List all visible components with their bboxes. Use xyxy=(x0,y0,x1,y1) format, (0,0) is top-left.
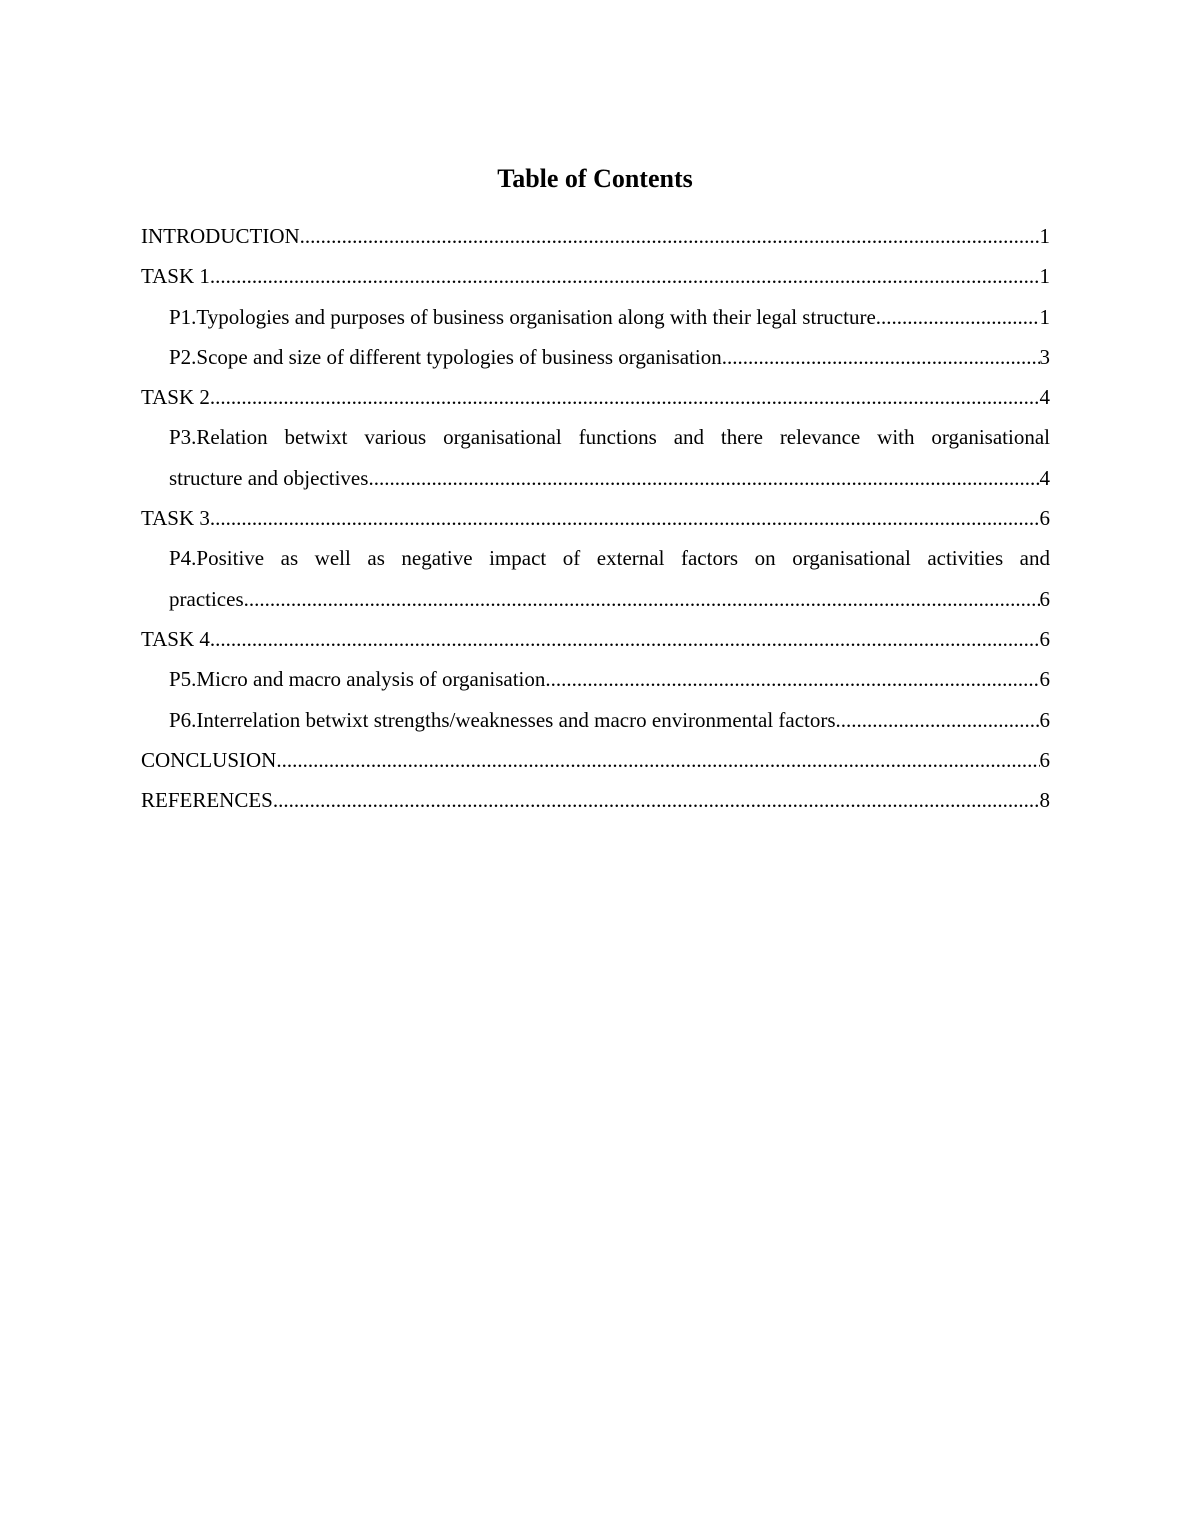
toc-entry-task-3[interactable] xyxy=(141,498,1050,538)
toc-page-number: 6 xyxy=(1039,747,1050,772)
toc-entry-label: P1.Typologies and purposes of business organisation along with their legal structure xyxy=(169,304,876,329)
dot-leader xyxy=(210,256,1040,296)
toc-page-number: 6 xyxy=(1039,626,1050,651)
toc-entry-label: P5.Micro and macro analysis of organisation xyxy=(169,667,546,692)
dot-leader xyxy=(273,780,1040,820)
toc-page-number: 6 xyxy=(1039,586,1050,611)
toc-entry-introduction[interactable] xyxy=(141,216,1050,256)
toc-entry-label: REFERENCES xyxy=(141,788,273,813)
toc-entry-label: INTRODUCTION xyxy=(141,224,300,248)
toc-list xyxy=(141,216,1050,820)
toc-page-number: 4 xyxy=(1039,385,1050,410)
toc-page-number: 1 xyxy=(1039,264,1050,289)
toc-entry-p4[interactable] xyxy=(169,538,1050,619)
toc-entry-p6[interactable] xyxy=(169,700,1050,740)
dot-leader xyxy=(300,216,1040,256)
toc-entry-task-1[interactable] xyxy=(141,256,1050,296)
toc-entry-p2[interactable] xyxy=(169,337,1050,377)
dot-leader xyxy=(545,659,1039,699)
toc-entry-label: CONCLUSION xyxy=(141,747,277,772)
dot-leader xyxy=(210,377,1040,417)
toc-entry-label-line1: P4.Positive as well as negative impact of external factors on organisational activities and xyxy=(169,546,1050,571)
toc-entry-label: P6.Interrelation betwixt strengths/weaknesses and macro environmental factors xyxy=(169,707,836,732)
toc-entry-p1[interactable] xyxy=(169,297,1050,337)
dot-leader xyxy=(722,337,1040,377)
toc-page-number: 6 xyxy=(1039,707,1050,732)
toc-page-number: 4 xyxy=(1039,465,1050,490)
dot-leader xyxy=(210,619,1040,659)
dot-leader xyxy=(276,740,1039,780)
toc-entry-references[interactable] xyxy=(141,780,1050,820)
toc-entry-label: P2.Scope and size of different typologies of business organisation xyxy=(169,344,722,369)
toc-page-number: 3 xyxy=(1039,344,1050,369)
toc-entry-label: TASK 3 xyxy=(141,506,210,531)
toc-entry-task-2[interactable] xyxy=(141,377,1050,417)
toc-entry-p3[interactable] xyxy=(169,417,1050,498)
toc-entry-label: TASK 4 xyxy=(141,626,210,651)
toc-entry-label-line2: practices xyxy=(169,586,244,611)
toc-entry-label-line1: P3.Relation betwixt various organisational functions and there relevance with organisational xyxy=(169,425,1050,450)
toc-entry-p5[interactable] xyxy=(169,659,1050,699)
toc-page-number: 1 xyxy=(1039,304,1050,329)
toc-entry-conclusion[interactable] xyxy=(141,740,1050,780)
toc-page-number: 6 xyxy=(1039,506,1050,531)
dot-leader xyxy=(836,700,1040,740)
toc-entry-label-line2: structure and objectives xyxy=(169,465,369,490)
toc-entry-task-4[interactable] xyxy=(141,619,1050,659)
toc-page-number: 6 xyxy=(1039,667,1050,692)
toc-entry-label: TASK 2 xyxy=(141,385,210,410)
dot-leader xyxy=(210,498,1040,538)
dot-leader xyxy=(244,579,1040,619)
toc-page-number: 8 xyxy=(1039,788,1050,813)
page-title: Table of Contents xyxy=(497,164,693,193)
toc-entry-label: TASK 1 xyxy=(141,264,210,289)
toc-page-number: 1 xyxy=(1039,224,1050,248)
dot-leader xyxy=(368,458,1039,498)
dot-leader xyxy=(876,297,1040,337)
